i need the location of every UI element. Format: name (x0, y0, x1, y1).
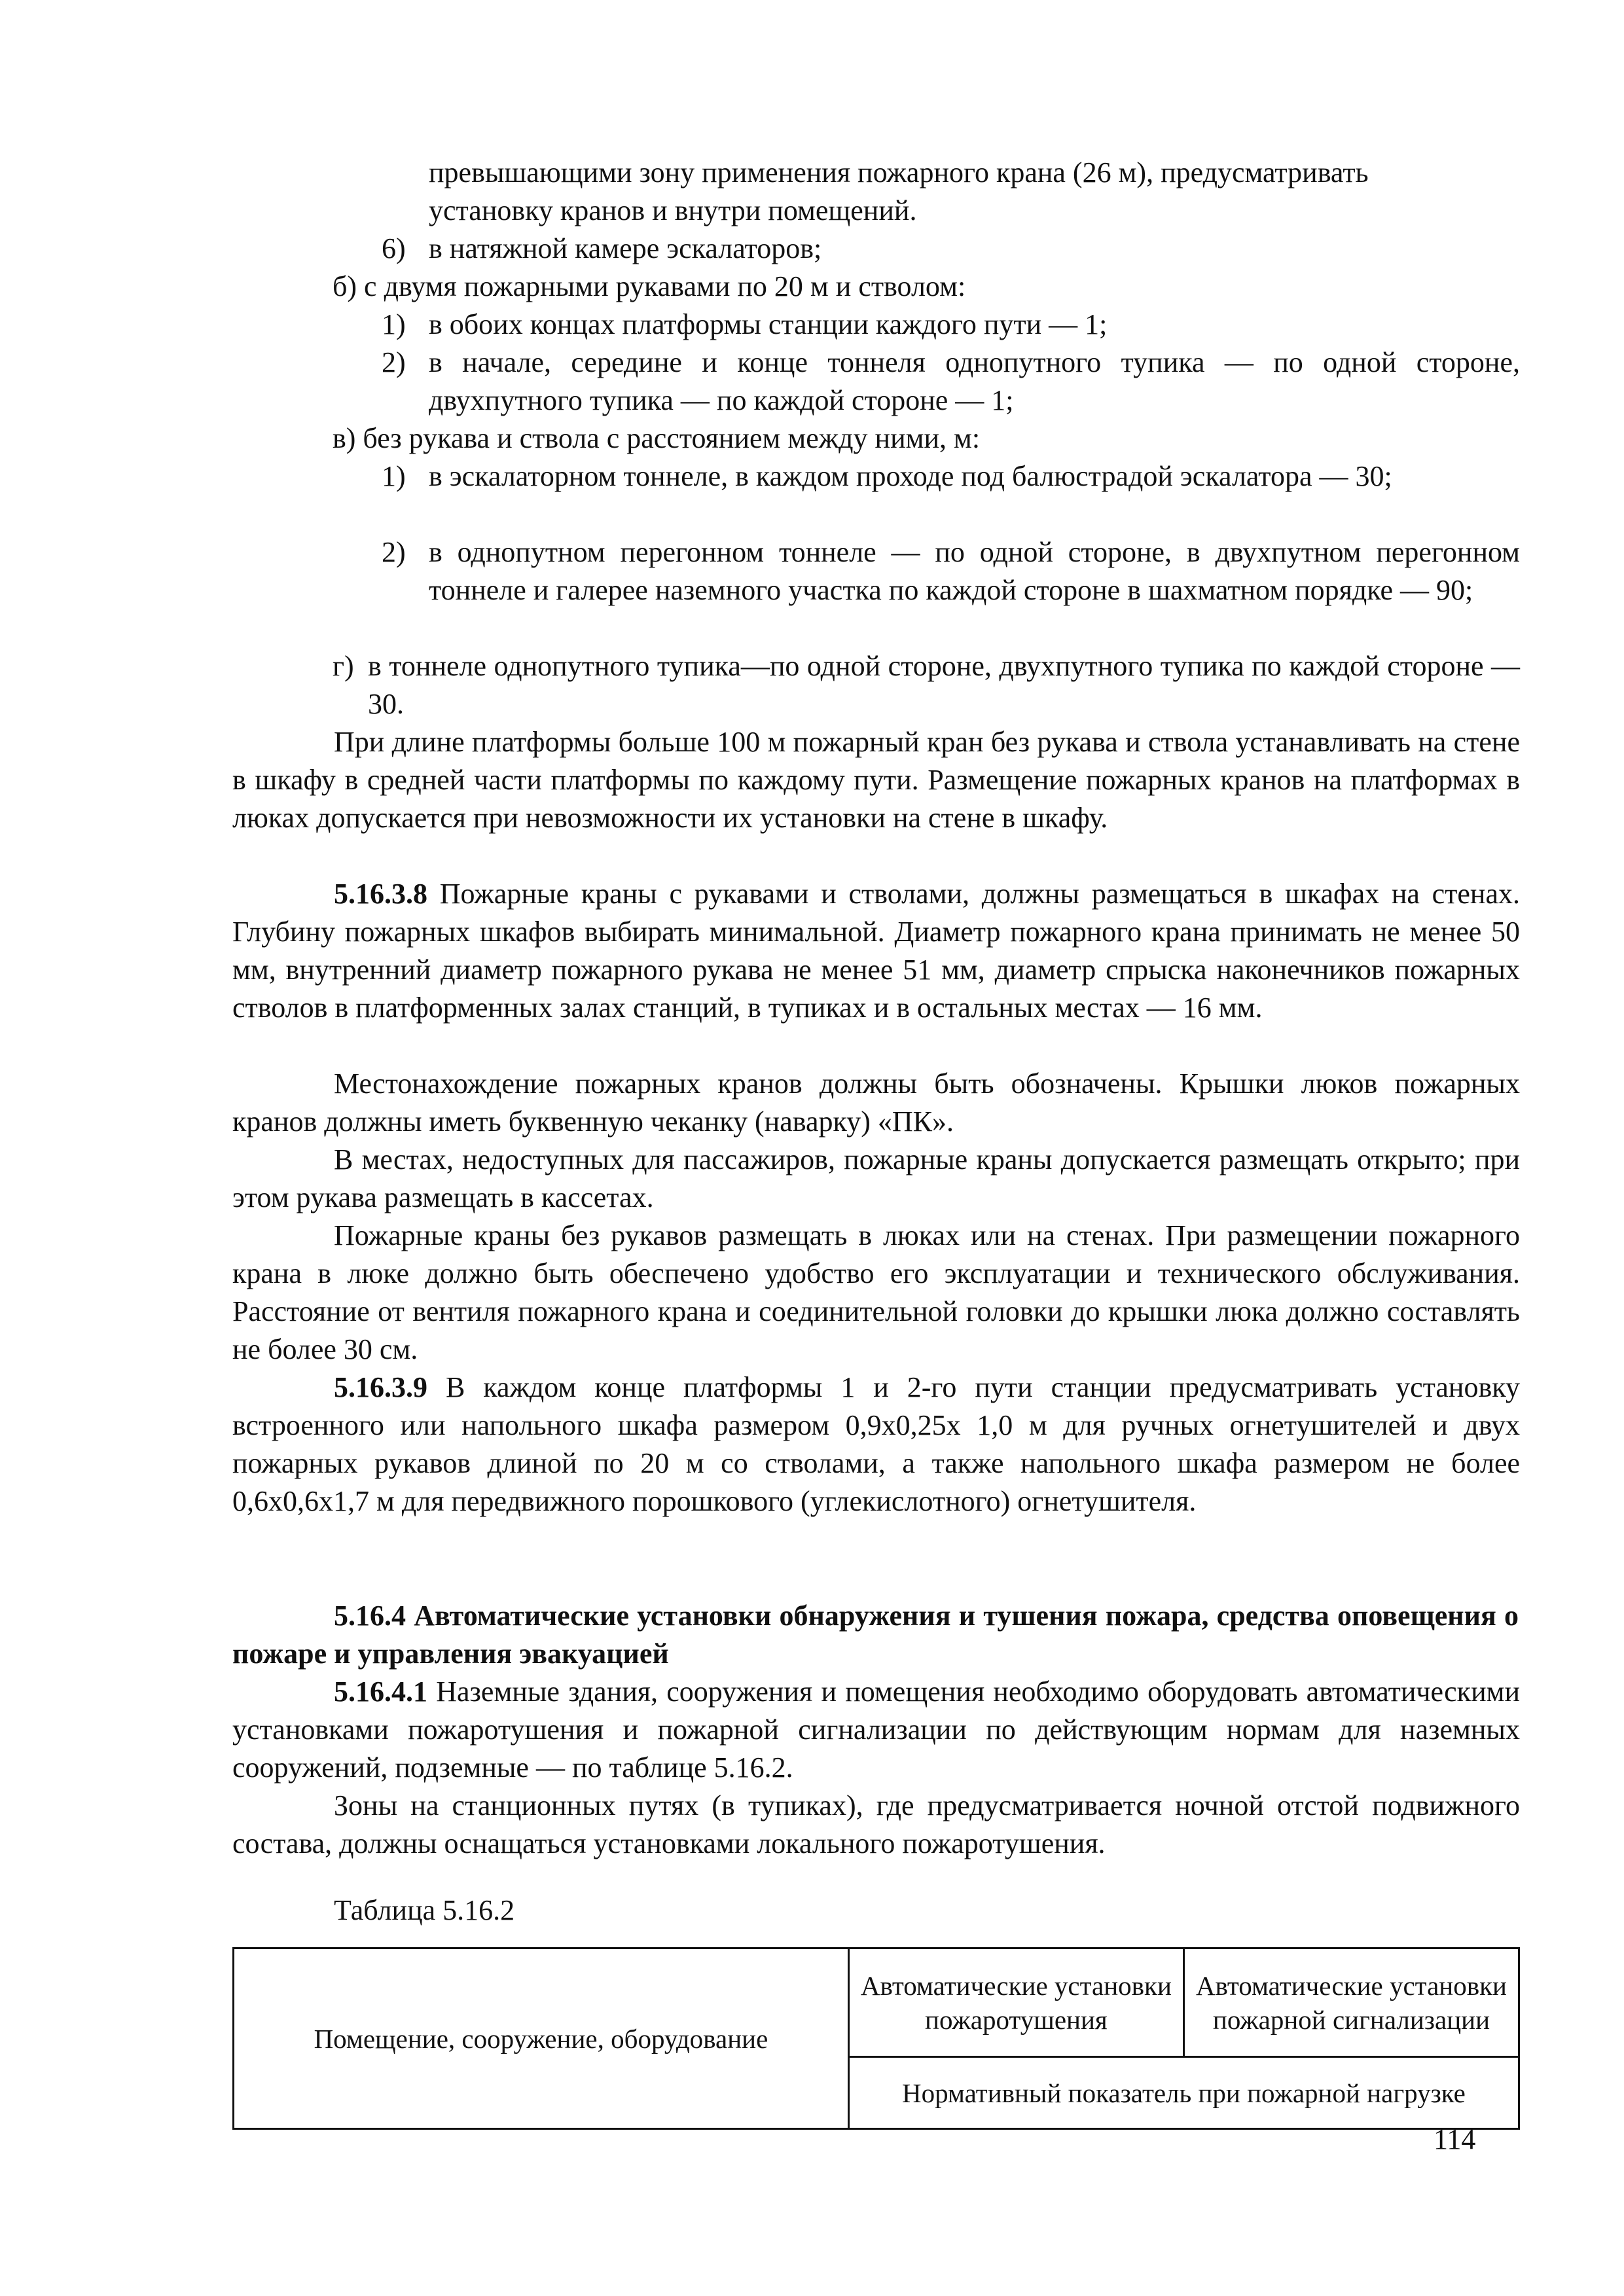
list-number: 2) (382, 536, 406, 568)
list-number: 1) (382, 308, 406, 340)
paragraph-location: Местонахождение пожарных кранов должны быть обозначены. Крышки люков пожарных кранов должны иметь буквенную чеканку (наварку) «ПК». (232, 1067, 1520, 1138)
paragraph-platform: При длине платформы больше 100 м пожарный кран без рукава и ствола устанавливать на стене в шкафу в средней части платформы по каждому пути. Размещение пожарных кранов на платформах в люках допускается при невозможности их установки на стене в шкафу. (232, 726, 1520, 834)
continuation-line-1: превышающими зону применения пожарного крана (26 м), предусматривать (429, 156, 1369, 188)
table-header-alarm: Автоматические установки пожарной сигнализации (1183, 1948, 1519, 2057)
list-number: 2) (382, 346, 406, 378)
list-item-text: в однопутном перегонном тоннеле — по одной стороне, в двухпутном перегонном тоннеле и галерее наземного участка по каждой стороне в шахматном порядке — 90; (429, 536, 1520, 606)
clause-text: В каждом конце платформы 1 и 2-го пути станции предусматривать установку встроенного или напольного шкафа размером 0,9х0,25х 1,0 м для ручных огнетушителей и двух пожарных рукавов длиной по 20 м со стволами, а также напольного шкафа размером не более 0,6х0,6х1,7 м для передвижного порошкового (углекислотного) огнетушителя. (232, 1371, 1520, 1517)
table-caption: Таблица 5.16.2 (334, 1894, 515, 1926)
page-number: 114 (1434, 2123, 1476, 2155)
list-item-continuation (429, 154, 1520, 230)
list-item-text: в обоих концах платформы станции каждого пути — 1; (429, 308, 1108, 340)
table-5-16-2 (232, 1947, 1520, 2130)
paragraph-hatches: Пожарные краны без рукавов размещать в люках или на стенах. При размещении пожарного крана в люке должно быть обеспечено удобство его эксплуатации и технического обслуживания. Расстояние от вентиля пожарного крана и соединительной головки до крышки люка должно составлять не более 30 см. (232, 1219, 1520, 1365)
list-item-text: в натяжной камере эскалаторов; (429, 232, 822, 264)
table-header-room: Помещение, сооружение, оборудование (234, 1948, 849, 2129)
list-item-text: в эскалаторном тоннеле, в каждом проходе под балюстрадой эскалатора — 30; (429, 460, 1392, 492)
list-group-title: в) без рукава и ствола с расстоянием между ними, м: (333, 422, 981, 454)
continuation-line-2: установку кранов и внутри помещений. (429, 194, 917, 226)
table-header-extinguishing: Автоматические установки пожаротушения (848, 1948, 1183, 2057)
list-number: 6) (382, 232, 406, 264)
list-number: г) (333, 650, 354, 682)
list-item-text: в начале, середине и конце тоннеля однопутного тупика — по одной стороне, двухпутного тупика — по каждой стороне — 1; (429, 346, 1520, 416)
clause-number: 5.16.3.8 (334, 878, 427, 910)
clause-number: 5.16.3.9 (334, 1371, 427, 1403)
paragraph-zones: Зоны на станционных путях (в тупиках), где предусматривается ночной отстой подвижного состава, должны оснащаться установками локального пожаротушения. (232, 1789, 1520, 1859)
section-heading-5-16-4: 5.16.4 Автоматические установки обнаружения и тушения пожара, средства оповещения о пожаре и управления эвакуацией (232, 1600, 1519, 1670)
list-item-text: в тоннеле однопутного тупика—по одной стороне, двухпутного тупика по каждой стороне — 30. (368, 650, 1520, 720)
clause-5-16-3-9 (232, 1369, 1520, 1520)
list-group-title: б) с двумя пожарными рукавами по 20 м и стволом: (333, 270, 966, 302)
clause-text: Наземные здания, сооружения и помещения необходимо оборудовать автоматическими установками пожаротушения и пожарной сигнализации по действующим нормам для наземных сооружений, подземные — по таблице 5.16.2. (232, 1676, 1520, 1784)
clause-text: Пожарные краны с рукавами и стволами, должны размещаться в шкафах на стенах. Глубину пожарных шкафов выбирать минимальной. Диаметр пожарного крана принимать не менее 50 мм, внутренний диаметр пожарного рукава не менее 51 мм, диаметр спрыска наконечников пожарных стволов в платформенных залах станций, в тупиках и в остальных местах — 16 мм. (232, 878, 1520, 1024)
clause-5-16-4-1 (232, 1673, 1520, 1787)
clause-number: 5.16.4.1 (334, 1676, 427, 1708)
table-subheader-normative: Нормативный показатель при пожарной нагрузке (848, 2057, 1519, 2129)
clause-5-16-3-8 (232, 875, 1520, 1027)
list-number: 1) (382, 460, 406, 492)
paragraph-inaccessible: В местах, недоступных для пассажиров, пожарные краны допускается размещать открыто; при этом рукава размещать в кассетах. (232, 1143, 1520, 1213)
